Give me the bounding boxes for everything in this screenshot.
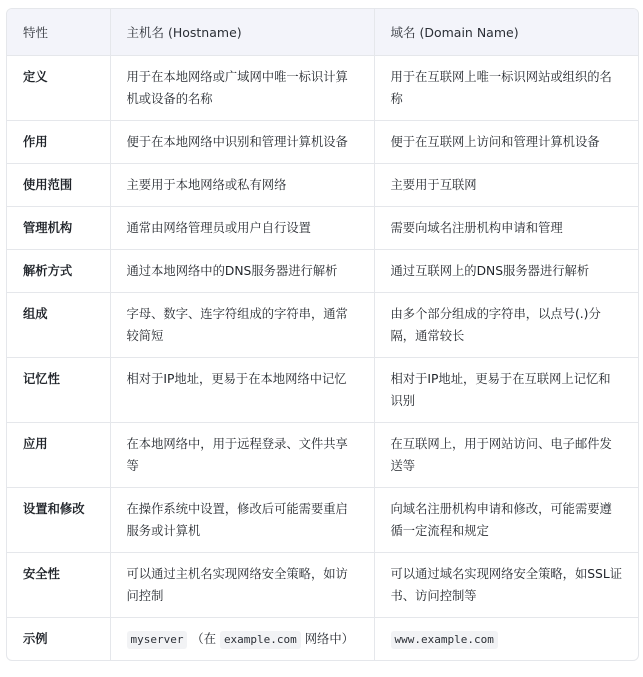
hostname-cell: 便于在本地网络中识别和管理计算机设备 [110, 120, 374, 163]
header-feature: 特性 [7, 9, 110, 55]
table-row [7, 357, 638, 422]
inline-code-domain: www.example.com [391, 631, 498, 649]
example-text-end: 网络中） [304, 631, 354, 646]
domain-cell: 由多个部分组成的字符串，以点号(.)分隔，通常较长 [374, 292, 638, 357]
domain-cell: 主要用于互联网 [374, 163, 638, 206]
domain-cell: 用于在互联网上唯一标识网站或组织的名称 [374, 55, 638, 120]
table-row [7, 55, 638, 120]
header-row [7, 9, 638, 55]
feature-cell: 安全性 [7, 552, 110, 617]
table-row [7, 552, 638, 617]
hostname-example-cell [110, 617, 374, 660]
domain-cell: 便于在互联网上访问和管理计算机设备 [374, 120, 638, 163]
example-text-mid: （在 [191, 631, 217, 646]
feature-cell: 定义 [7, 55, 110, 120]
domain-cell: 通过互联网上的DNS服务器进行解析 [374, 249, 638, 292]
hostname-cell: 用于在本地网络或广域网中唯一标识计算机或设备的名称 [110, 55, 374, 120]
feature-cell: 记忆性 [7, 357, 110, 422]
table-row [7, 163, 638, 206]
feature-cell: 示例 [7, 617, 110, 660]
header-hostname: 主机名 (Hostname) [110, 9, 374, 55]
feature-cell: 解析方式 [7, 249, 110, 292]
header-domain: 域名 (Domain Name) [374, 9, 638, 55]
inline-code-network: example.com [220, 631, 301, 649]
comparison-table-container [6, 8, 639, 661]
feature-cell: 应用 [7, 422, 110, 487]
inline-code-hostname: myserver [127, 631, 188, 649]
hostname-cell: 在本地网络中，用于远程登录、文件共享等 [110, 422, 374, 487]
table-row [7, 206, 638, 249]
domain-cell: 向域名注册机构申请和修改，可能需要遵循一定流程和规定 [374, 487, 638, 552]
feature-cell: 组成 [7, 292, 110, 357]
domain-cell: 可以通过域名实现网络安全策略，如SSL证书、访问控制等 [374, 552, 638, 617]
hostname-cell: 在操作系统中设置，修改后可能需要重启服务或计算机 [110, 487, 374, 552]
hostname-cell: 主要用于本地网络或私有网络 [110, 163, 374, 206]
feature-cell: 作用 [7, 120, 110, 163]
table-row [7, 422, 638, 487]
hostname-cell: 可以通过主机名实现网络安全策略，如访问控制 [110, 552, 374, 617]
table-header [7, 9, 638, 55]
domain-cell: 在互联网上，用于网站访问、电子邮件发送等 [374, 422, 638, 487]
hostname-cell: 相对于IP地址，更易于在本地网络中记忆 [110, 357, 374, 422]
hostname-cell: 通过本地网络中的DNS服务器进行解析 [110, 249, 374, 292]
hostname-cell: 字母、数字、连字符组成的字符串，通常较简短 [110, 292, 374, 357]
table-body [7, 55, 638, 660]
hostname-cell: 通常由网络管理员或用户自行设置 [110, 206, 374, 249]
domain-cell: 需要向域名注册机构申请和管理 [374, 206, 638, 249]
feature-cell: 设置和修改 [7, 487, 110, 552]
table-row [7, 292, 638, 357]
table-row [7, 249, 638, 292]
feature-cell: 使用范围 [7, 163, 110, 206]
comparison-table [7, 9, 638, 660]
table-row [7, 487, 638, 552]
domain-example-cell [374, 617, 638, 660]
table-row-example [7, 617, 638, 660]
domain-cell: 相对于IP地址，更易于在互联网上记忆和识别 [374, 357, 638, 422]
feature-cell: 管理机构 [7, 206, 110, 249]
table-row [7, 120, 638, 163]
